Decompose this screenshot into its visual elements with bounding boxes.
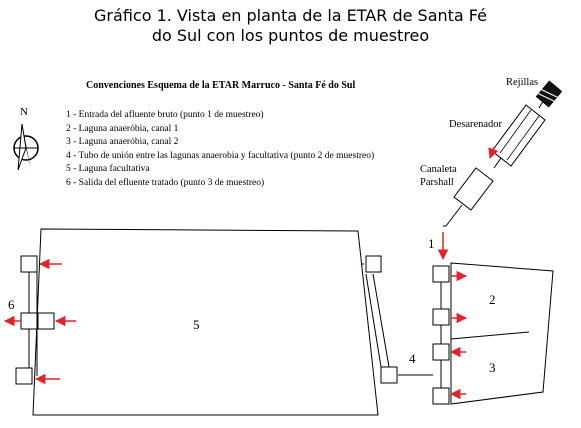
rejillas-unit (536, 81, 561, 107)
convention-item: 4 - Tubo de unión entre las lagunas anaerobia y facultativa (punto 2 de muestreo) (66, 150, 375, 161)
convention-item: 2 - Laguna anaeróbia, canal 1 (66, 123, 179, 134)
label-point-6: 6 (8, 297, 15, 312)
conventions-heading: Convenciones Esquema de la ETAR Marruco - Santa Fé do Sul (86, 80, 356, 91)
label-point-1: 1 (428, 236, 435, 251)
label-lagoon-3: 3 (489, 360, 496, 375)
anaerobic-lagoon (433, 263, 553, 404)
north-arrow-icon (14, 124, 38, 170)
label-parshall: Parshall (420, 177, 454, 188)
convention-item: 6 - Salida del efluente tratado (punto 3 de muestreo) (66, 177, 265, 188)
convention-item: 3 - Laguna anaeróbia, canal 2 (66, 137, 179, 148)
facultative-lagoon (33, 229, 378, 415)
desarenador-unit (492, 98, 545, 168)
label-lagoon-2: 2 (489, 292, 496, 307)
label-desarenador: Desarenador (449, 119, 503, 130)
figure-title-line-1: Gráfico 1. Vista en planta de la ETAR de Santa Fé (94, 6, 487, 25)
convention-item: 5 - Laguna facultativa (66, 164, 150, 175)
label-point-4: 4 (409, 351, 416, 366)
figure-title-line-2: do Sul con los puntos de muestreo (151, 26, 430, 45)
label-canaleta: Canaleta (420, 164, 457, 175)
label-north: N (20, 106, 28, 118)
convention-item: 1 - Entrada del afluente bruto (punto 1 de muestreo) (66, 110, 264, 120)
label-lagoon-5: 5 (193, 317, 200, 332)
label-rejillas: Rejillas (506, 77, 539, 88)
